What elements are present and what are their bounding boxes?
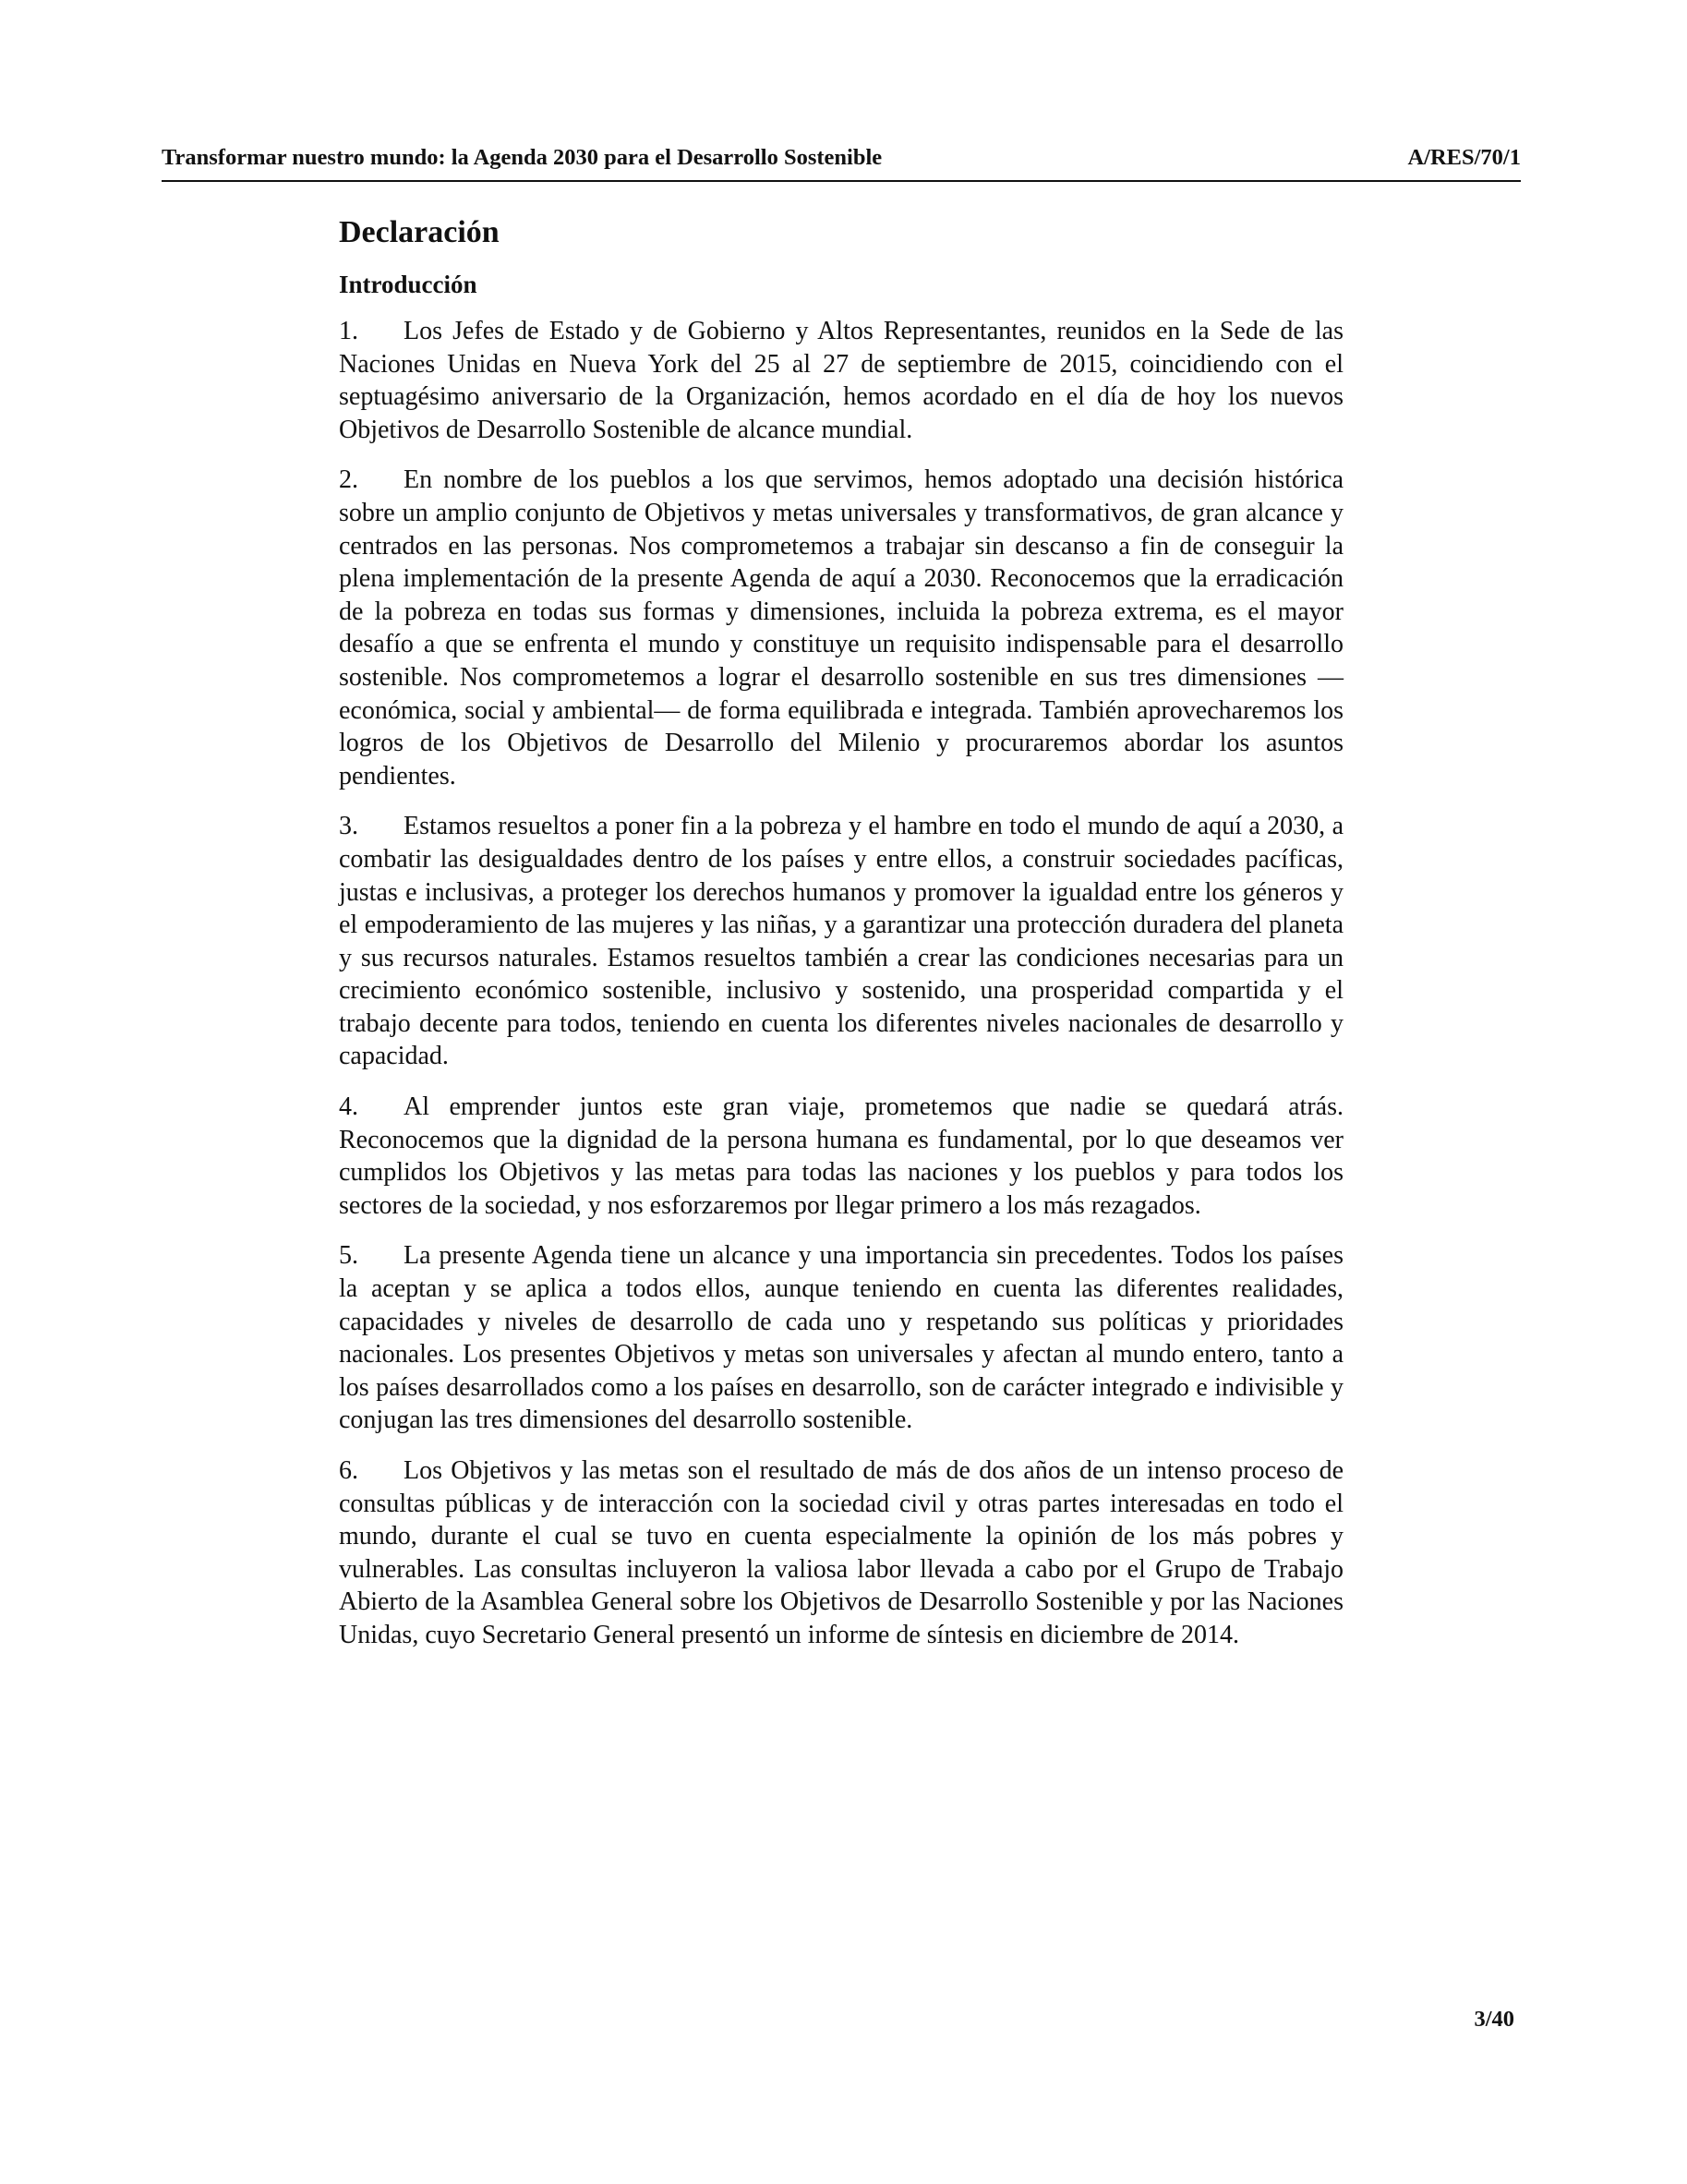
paragraph-6 <box>339 1454 1344 1652</box>
page-number: 3/40 <box>1474 2007 1514 2032</box>
paragraph-text: Al emprender juntos este gran viaje, prometemos que nadie se quedará atrás. Reconocemos que la dignidad de la persona humana es fundamental, por lo que deseamos ver cumplidos los Objetivos y las metas para todas las naciones y los pueblos y para todos los sectores de la sociedad, y nos esforzaremos por llegar primero a los más rezagados. <box>339 1092 1344 1220</box>
paragraph-number: 4. <box>339 1092 358 1122</box>
declaration-title: Declaración <box>339 215 500 249</box>
paragraph-number: 1. <box>339 317 358 345</box>
paragraph-number: 5. <box>339 1241 358 1271</box>
header-title: Transformar nuestro mundo: la Agenda 2030 para el Desarrollo Sostenible <box>162 145 883 170</box>
paragraph-3 <box>339 810 1344 1073</box>
paragraph-text: Los Objetivos y las metas son el resultado de más de dos años de un intenso proceso de consultas públicas y de interacción con la sociedad civil y otras partes interesadas en todo el mundo, durante el cual se tuvo en cuenta especialmente la opinión de los más pobres y vulnerables. Las consultas incluyeron la valiosa labor llevada a cabo por el Grupo de Trabajo Abierto de la Asamblea General sobre los Objetivos de Desarrollo Sostenible y por las Naciones Unidas, cuyo Secretario General presentó un informe de síntesis en diciembre de 2014. <box>339 1456 1344 1649</box>
paragraph-1 <box>339 315 1344 446</box>
paragraph-number: 2. <box>339 465 358 495</box>
running-header <box>162 143 1521 182</box>
paragraph-text: En nombre de los pueblos a los que servimos, hemos adoptado una decisión histórica sobre un amplio conjunto de Objetivos y metas universales y transformativos, de gran alcance y centrados en las personas. Nos comprometemos a trabajar sin descanso a fin de conseguir la plena implementación de la presente Agenda de aquí a 2030. Reconocemos que la erradicación de la pobreza en todas sus formas y dimensiones, incluida la pobreza extrema, es el mayor desafío a que se enfrenta el mundo y constituye un requisito indispensable para el desarrollo sostenible. Nos comprometemos a lograr el desarrollo sostenible en sus tres dimensiones —económica, social y ambiental— de forma equilibrada e integrada. También aprovecharemos los logros de los Objetivos de Desarrollo del Milenio y procuraremos abordar los asuntos pendientes. <box>339 465 1344 790</box>
body-column <box>339 211 1344 1652</box>
paragraph-text: Los Jefes de Estado y de Gobierno y Altos Representantes, reunidos en la Sede de las Naciones Unidas en Nueva York del 25 al 27 de septiembre de 2015, coincidiendo con el septuagésimo aniversario de la Organización, hemos acordado en el día de hoy los nuevos Objetivos de Desarrollo Sostenible de alcance mundial. <box>339 317 1344 444</box>
paragraph-text: Estamos resueltos a poner fin a la pobreza y el hambre en todo el mundo de aquí a 2030, a combatir las desigualdades dentro de los países y entre ellos, a construir sociedades pacíficas, justas e inclusivas, a proteger los derechos humanos y promover la igualdad entre los géneros y el empoderamiento de las mujeres y las niñas, y a garantizar una protección duradera del planeta y sus recursos naturales. Estamos resueltos también a crear las condiciones necesarias para un crecimiento económico sostenible, inclusivo y sostenido, una prosperidad compartida y el trabajo decente para todos, teniendo en cuenta los diferentes niveles nacionales de desarrollo y capacidad. <box>339 812 1344 1071</box>
paragraph-4 <box>339 1091 1344 1222</box>
introduction-heading: Introducción <box>339 271 477 298</box>
document-symbol: A/RES/70/1 <box>1407 145 1521 170</box>
paragraph-5 <box>339 1239 1344 1437</box>
paragraph-2 <box>339 464 1344 792</box>
paragraph-text: La presente Agenda tiene un alcance y una importancia sin precedentes. Todos los países la aceptan y se aplica a todos ellos, aunque teniendo en cuenta las diferentes realidades, capacidades y niveles de desarrollo de cada uno y respetando sus políticas y prioridades nacionales. Los presentes Objetivos y metas son universales y afectan al mundo entero, tanto a los países desarrollados como a los países en desarrollo, son de carácter integrado e indivisible y conjugan las tres dimensiones del desarrollo sostenible. <box>339 1241 1344 1435</box>
paragraph-number: 3. <box>339 812 358 841</box>
paragraph-number: 6. <box>339 1456 358 1485</box>
